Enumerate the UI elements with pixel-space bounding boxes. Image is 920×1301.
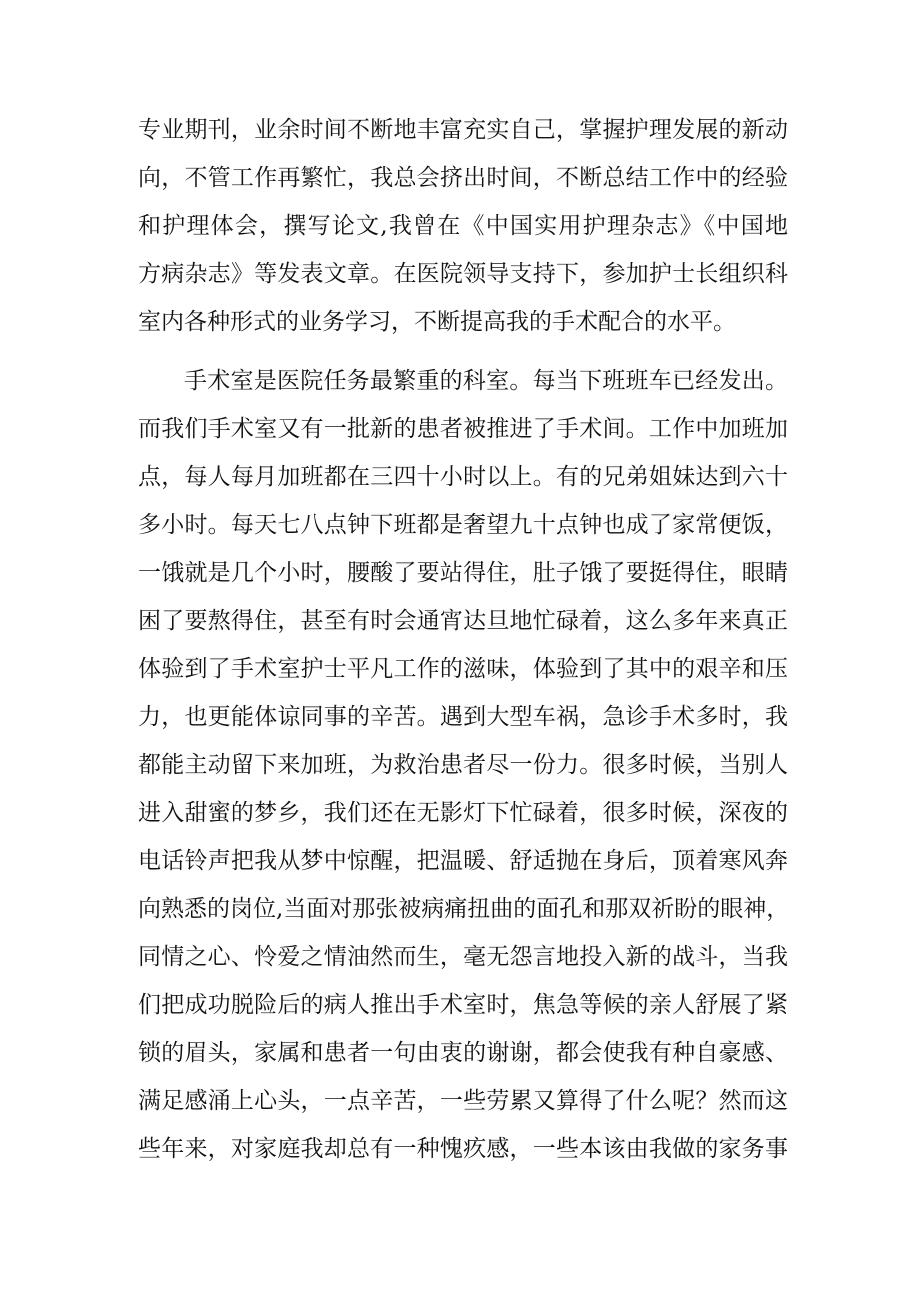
text-line: 都能主动留下来加班，为救治患者尽一份力。很多时候，当别人 <box>138 752 788 778</box>
text-line: 手术室是医院任务最繁重的科室。每当下班班车已经发出。 <box>184 368 788 394</box>
text-line: 些年来，对家庭我却总有一种愧疚感，一些本该由我做的家务事 <box>138 1136 788 1162</box>
text-line: 方病杂志》等发表文章。在医院领导支持下，参加护士长组织科 <box>138 261 788 287</box>
text-line: 向熟悉的岗位,当面对那张被病痛扭曲的面孔和那双祈盼的眼神， <box>138 896 790 922</box>
text-line: 锁的眉头，家属和患者一句由衷的谢谢，都会使我有种自豪感、 <box>138 1040 788 1066</box>
text-line: 点，每人每月加班都在三四十小时以上。有的兄弟姐妹达到六十 <box>138 464 788 490</box>
text-line: 而我们手术室又有一批新的患者被推进了手术间。工作中加班加 <box>138 416 788 442</box>
text-line: 一饿就是几个小时，腰酸了要站得住，肚子饿了要挺得住，眼睛 <box>138 560 788 586</box>
paragraph-1 <box>138 106 788 346</box>
text-line: 困了要熬得住，甚至有时会通宵达旦地忙碌着，这么多年来真正 <box>138 608 788 634</box>
text-line: 专业期刊，业余时间不断地丰富充实自己，掌握护理发展的新动 <box>138 117 788 143</box>
paragraph-2 <box>138 357 788 1173</box>
text-line: 满足感涌上心头，一点辛苦，一些劳累又算得了什么呢？然而这 <box>138 1088 788 1114</box>
text-line: 多小时。每天七八点钟下班都是奢望九十点钟也成了家常便饭， <box>138 512 788 538</box>
text-line: 们把成功脱险后的病人推出手术室时，焦急等候的亲人舒展了紧 <box>138 992 788 1018</box>
text-line: 体验到了手术室护士平凡工作的滋味，体验到了其中的艰辛和压 <box>138 656 788 682</box>
text-line: 和护理体会，撰写论文,我曾在《中国实用护理杂志》《中国地 <box>138 213 788 239</box>
text-line: 力，也更能体谅同事的辛苦。遇到大型车祸，急诊手术多时，我 <box>138 704 788 730</box>
text-line: 室内各种形式的业务学习，不断提高我的手术配合的水平。 <box>138 309 736 335</box>
text-line: 同情之心、怜爱之情油然而生，毫无怨言地投入新的战斗，当我 <box>138 944 788 970</box>
text-line: 进入甜蜜的梦乡，我们还在无影灯下忙碌着，很多时候，深夜的 <box>138 800 788 826</box>
text-line: 向，不管工作再繁忙，我总会挤出时间，不断总结工作中的经验 <box>138 165 788 191</box>
text-line: 电话铃声把我从梦中惊醒，把温暖、舒适抛在身后，顶着寒风奔 <box>138 848 788 874</box>
